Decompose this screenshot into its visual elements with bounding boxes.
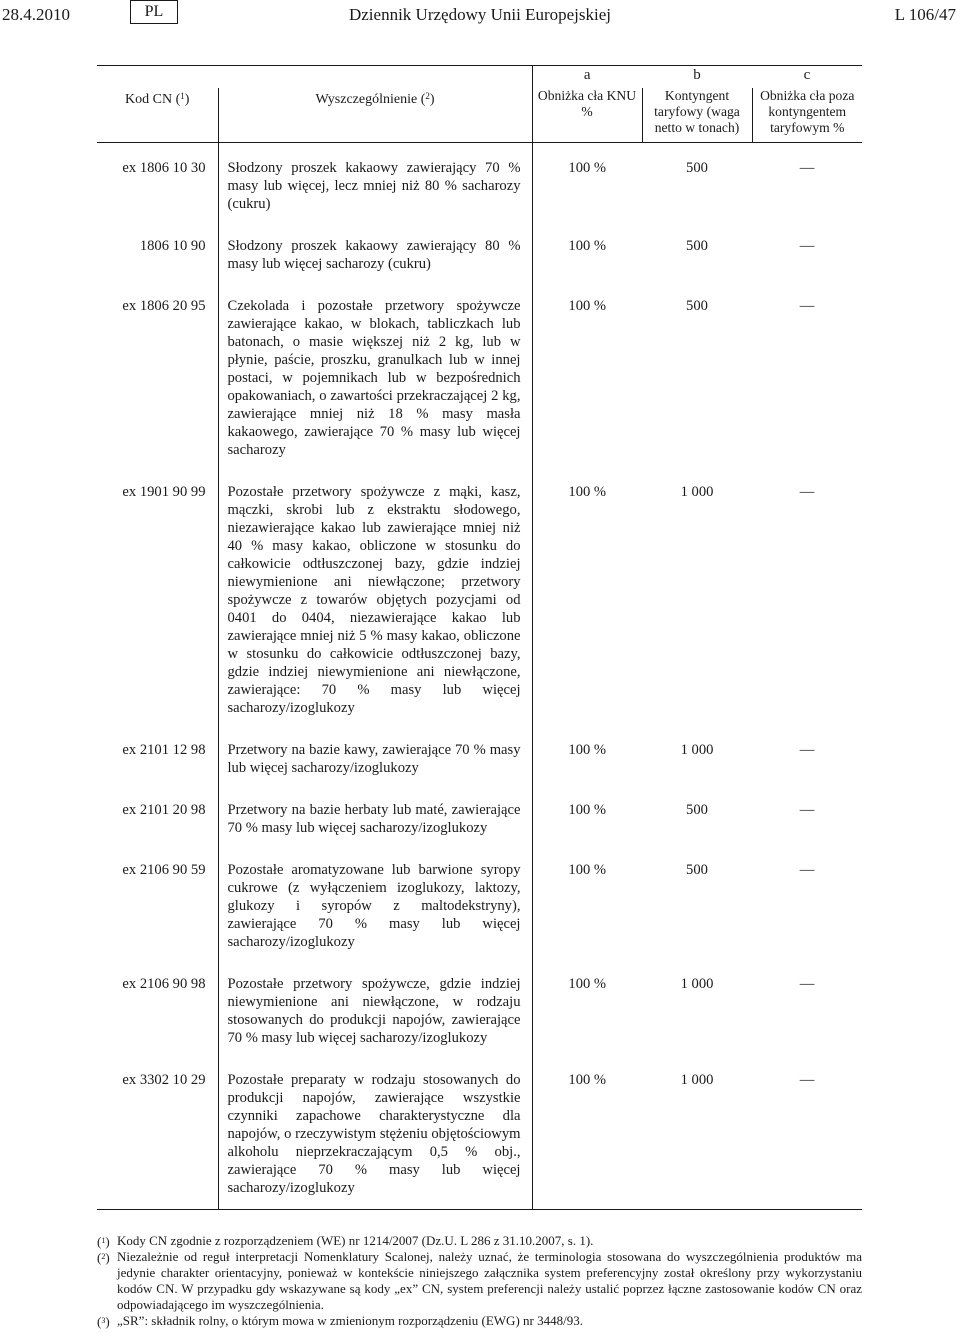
out-of-quota-cell: — xyxy=(799,802,815,818)
out-of-quota-cell: — xyxy=(799,238,815,254)
out-of-quota-cell: — xyxy=(799,160,815,176)
table-row xyxy=(97,143,862,224)
footnote xyxy=(97,1313,862,1329)
cn-code-cell: ex 2106 90 98 xyxy=(122,976,206,992)
table-row xyxy=(97,961,862,1057)
out-of-quota-cell: — xyxy=(799,484,815,500)
header-spacer-code xyxy=(97,66,218,89)
description-cell: Pozostałe przetwory spożywcze z mąki, kasz, mączki, skrobi lub z ekstraktu słodowego, niezawierające kakao lub zawierające mniej niż 40 % masy kakao, obliczone w stosunku do całkowicie odtłuszczonej bazy, gdzie indziej niewymienione ani niewłączone; przetwory spożywcze z towarów objętych pozycjami od 0401 do 0404, niezawierające kakao lub zawierające mniej niż 5 % masy kakao, obliczone w stosunku do całkowicie odtłuszczonej bazy, gdzie indziej niewymienione ani niewłączone, zawierające: 70 % masy lub więcej sacharozy/izoglukozy xyxy=(218,469,532,727)
header-tariff-quota: Kontyngent taryfowy (waga netto w tonach) xyxy=(642,88,752,143)
tariff-quota-cell: 500 xyxy=(686,802,708,818)
out-of-quota-cell: — xyxy=(752,1057,862,1210)
footnote-number: ($^2$) xyxy=(97,1250,110,1265)
header-spacer-desc xyxy=(218,66,532,89)
description-cell: Słodzony proszek kakaowy zawierający 70 % masy lub więcej, lecz mniej niż 80 % sacharozy (cukru) xyxy=(218,143,532,224)
tariff-quota-cell: 1 000 xyxy=(680,484,714,500)
footnote xyxy=(97,1233,862,1249)
cn-code-cell: ex 1901 90 99 xyxy=(122,484,206,500)
duty-reduction-cell: 100 % xyxy=(532,143,642,224)
tariff-quota-cell: 1 000 xyxy=(642,1057,752,1210)
duty-reduction-cell: 100 % xyxy=(532,223,642,283)
description-cell: Pozostałe przetwory spożywcze, gdzie indziej niewymienione ani niewłączone, w rodzaju stosowanych do produkcji napojów, zawierające 70 % masy lub więcej sacharozy/izoglukozy xyxy=(218,961,532,1057)
tariff-quota-cell: 1 000 xyxy=(680,742,714,758)
cn-code-cell: ex 2101 12 98 xyxy=(122,742,206,758)
table-row xyxy=(97,469,862,727)
description-cell: Przetwory na bazie kawy, zawierające 70 % masy lub więcej sacharozy/izoglukozy xyxy=(218,727,532,787)
header-duty-reduction: Obniżka cła KNU % xyxy=(532,88,642,143)
description-cell: Przetwory na bazie herbaty lub maté, zawierające 70 % masy lub więcej sacharozy/izoglukozy xyxy=(218,787,532,847)
footnote-number: ($^1$) xyxy=(97,1234,110,1249)
column-letter-a: a xyxy=(532,66,642,89)
out-of-quota-cell: — xyxy=(799,298,815,314)
table-row xyxy=(97,1057,862,1210)
tariff-quota-cell: 1 000 xyxy=(680,976,714,992)
cn-code-cell: ex 1806 10 30 xyxy=(122,160,206,176)
language-badge: PL xyxy=(130,0,178,24)
footnotes xyxy=(97,1233,862,1329)
tariff-quota-cell: 500 xyxy=(686,238,708,254)
tariff-quota-cell: 500 xyxy=(686,160,708,176)
table-row xyxy=(97,283,862,469)
duty-reduction-cell: 100 % xyxy=(532,727,642,787)
description-cell: Pozostałe aromatyzowane lub barwione syropy cukrowe (z wyłączeniem izoglukozy, laktozy, glukozy i syropów z maltodekstryny), zawierające 70 % masy lub więcej sacharozy/izoglukozy xyxy=(218,847,532,961)
cn-code-cell: ex 3302 10 29 xyxy=(97,1057,218,1210)
duty-reduction-cell: 100 % xyxy=(532,283,642,469)
header-out-of-quota: Obniżka cła poza kontyngentem taryfowym % xyxy=(752,88,862,143)
cn-code-cell: 1806 10 90 xyxy=(139,238,206,254)
duty-reduction-cell: 100 % xyxy=(532,961,642,1057)
footnote xyxy=(97,1249,862,1313)
cn-code-cell: ex 2106 90 59 xyxy=(122,862,206,878)
out-of-quota-cell: — xyxy=(799,976,815,992)
duty-reduction-cell: 100 % xyxy=(532,787,642,847)
header-description: Wyszczególnienie ($^2$) xyxy=(218,88,532,143)
duty-reduction-cell: 100 % xyxy=(532,469,642,727)
description-cell: Słodzony proszek kakaowy zawierający 80 % masy lub więcej sacharozy (cukru) xyxy=(218,223,532,283)
cn-code-cell: ex 2101 20 98 xyxy=(122,802,206,818)
page-header xyxy=(0,0,960,32)
cn-code-cell: ex 1806 20 95 xyxy=(122,298,206,314)
footnote-number: ($^3$) xyxy=(97,1314,110,1329)
out-of-quota-cell: — xyxy=(799,742,815,758)
out-of-quota-cell: — xyxy=(799,862,815,878)
table-row xyxy=(97,727,862,787)
footnote-text: Kody CN zgodnie z rozporządzeniem (WE) nr 1214/2007 (Dz.U. L 286 z 31.10.2007, s. 1). xyxy=(117,1233,594,1248)
tariff-quota-cell: 500 xyxy=(686,298,708,314)
description-cell: Czekolada i pozostałe przetwory spożywcze zawierające kakao, w blokach, tabliczkach lub batonach, o masie większej niż 2 kg, lub w płynie, paście, proszku, granulkach lub w innej postaci, w pojemnikach lub w bezpośrednich opakowaniach, o zawartości przekraczającej 2 kg, zawierające mniej niż 18 % masy masła kakaowego, zawierające 70 % masy lub więcej sacharozy xyxy=(218,283,532,469)
table-row xyxy=(97,223,862,283)
publication-date: 28.4.2010 xyxy=(2,5,70,24)
column-letter-c: c xyxy=(752,66,862,89)
header-cn-code: Kod CN ($^1$) xyxy=(97,88,218,143)
page-number: L 106/47 xyxy=(894,5,956,24)
description-cell: Pozostałe preparaty w rodzaju stosowanych do produkcji napojów, zawierające wszystkie czynniki zapachowe charakterystyczne dla napojów, o rzeczywistym stężeniu objętościowym alkoholu nieprzekraczającym 0,5 % obj., zawierające 70 % masy lub więcej sacharozy/izoglukozy xyxy=(218,1057,532,1210)
table-row xyxy=(97,847,862,961)
footnote-text: „SR”: składnik rolny, o którym mowa w zmienionym rozporządzeniu (EWG) nr 3448/93. xyxy=(117,1313,583,1328)
footnote-text: Niezależnie od reguł interpretacji Nomenklatury Scalonej, należy uznać, że terminologia stosowana do wyszczególnienia produktów ma jedynie charakter orientacyjny, ponieważ w kontekście niniejszego załącznika system preferencyjny został określony przy wykorzystaniu kodów CN. W przypadku gdy wskazywane są kody „ex” CN, system preferencji należy ustalić poprzez łączne zastosowanie kodów CN oraz odpowiadającego im wyszczególnienia. xyxy=(117,1249,862,1312)
column-letter-b: b xyxy=(642,66,752,89)
tariff-table xyxy=(97,65,862,1210)
table-row xyxy=(97,787,862,847)
duty-reduction-cell: 100 % xyxy=(532,1057,642,1210)
tariff-quota-cell: 500 xyxy=(686,862,708,878)
duty-reduction-cell: 100 % xyxy=(532,847,642,961)
journal-title: Dziennik Urzędowy Unii Europejskiej xyxy=(348,5,611,24)
